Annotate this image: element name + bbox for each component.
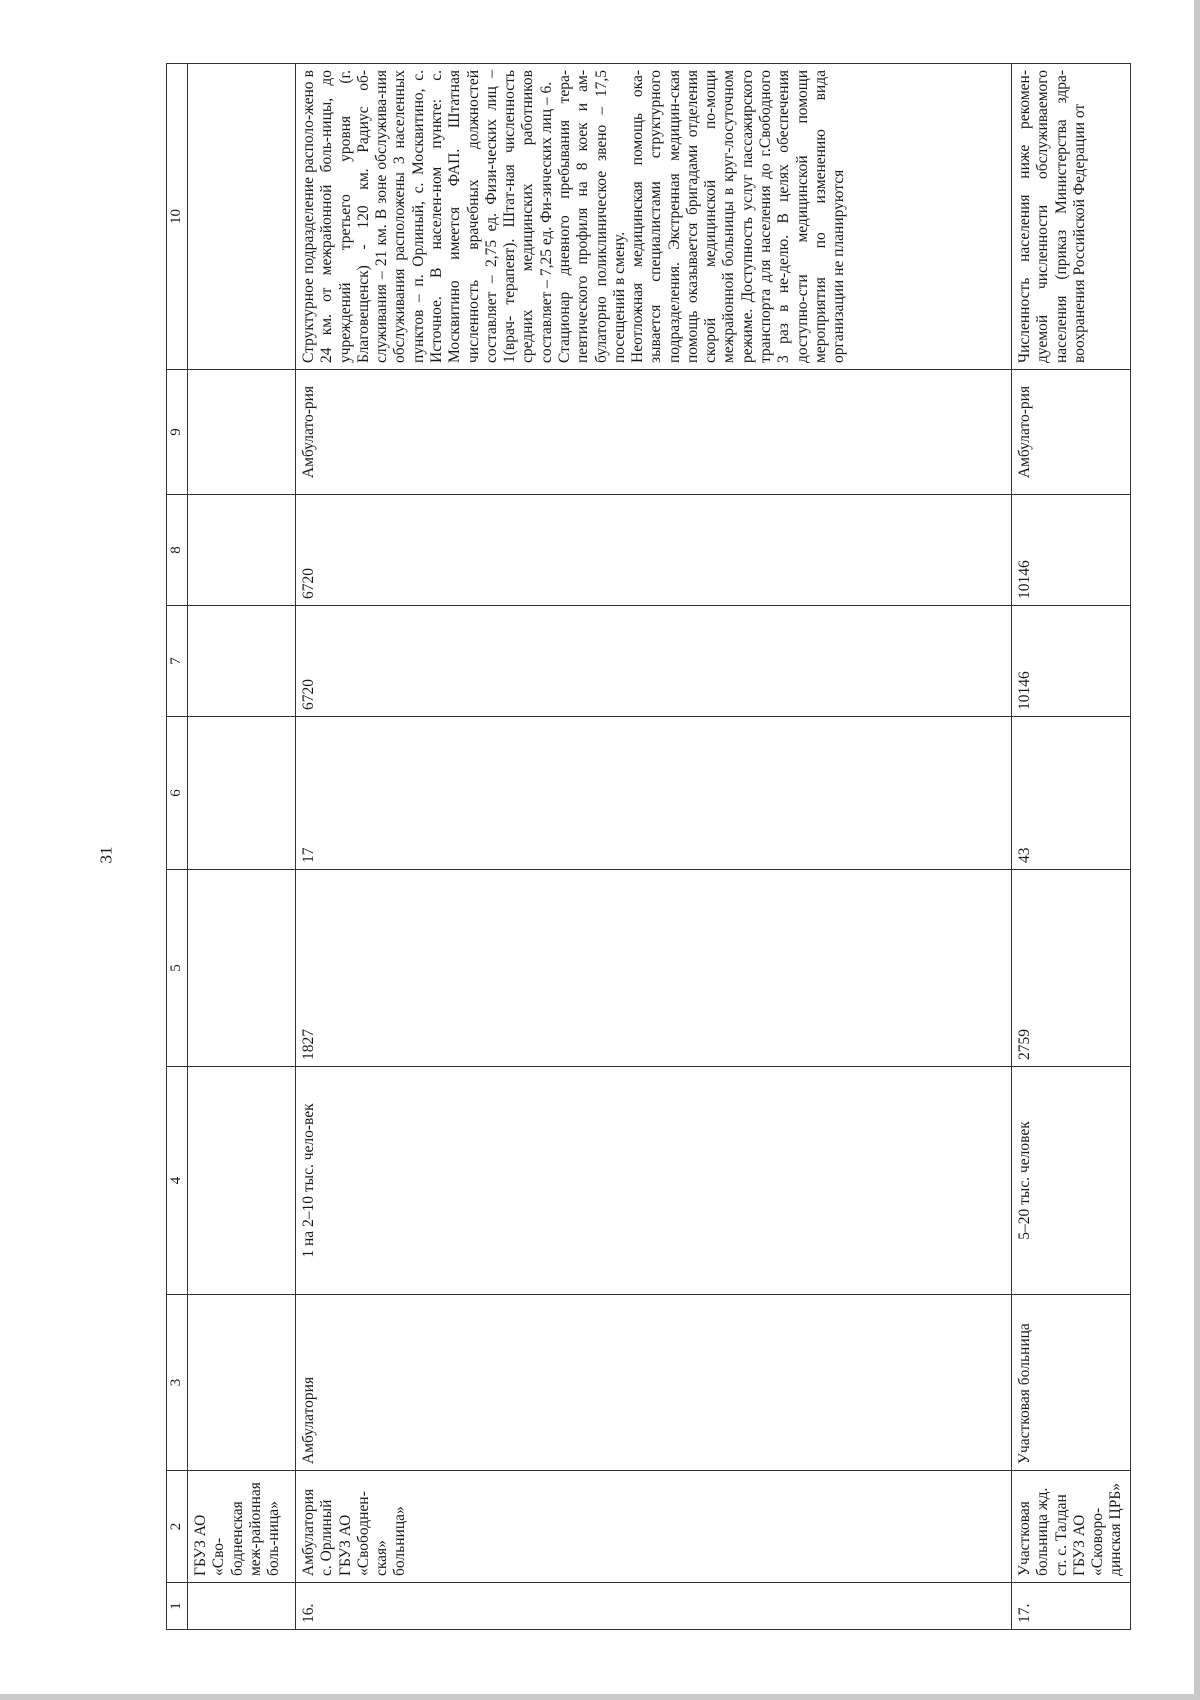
- population-norm-cell: 1 на 2–10 тыс. чело-век: [296, 1067, 1012, 1295]
- scan-edge-bottom: [0, 1694, 1200, 1700]
- organization-name-cell: ГБУЗ АО «Сво-бодненская меж-районная боль-ница»: [188, 1471, 296, 1583]
- table-cell: 10146: [1012, 606, 1131, 717]
- scan-edge-right: [1194, 0, 1200, 1700]
- justification-paragraph: Неотложная медицинская помощь ока-зывается специалистами структурного подразделения. Экстренная медицин-ская помощь оказывается бригадами отделения скорой медицинской по-мощи межрайонной больницы в круг-лосуточном режиме. Доступность услуг пассажирского транспорта для населения до г.Свободного 3 раз в не-делю. В целях обеспечения доступно-сти медицинской помощи мероприятия по изменению вида организации не планируются: [629, 70, 848, 363]
- organization-name-cell: Амбулатория с. Орлиный ГБУЗ АО «Свободнен-ская» больница»: [296, 1471, 1012, 1583]
- header-cell: 3: [167, 1295, 188, 1471]
- table-cell: 6720: [296, 606, 1012, 717]
- table-cell: [188, 1067, 296, 1295]
- table-cell: 6720: [296, 495, 1012, 606]
- facility-type-cell: Участковая больница: [1012, 1295, 1131, 1471]
- header-cell: 4: [167, 1067, 188, 1295]
- row-number-cell: 16.: [296, 1583, 1012, 1630]
- justification-cell: [296, 64, 1012, 370]
- recommended-type-cell: Амбулато-рия: [296, 370, 1012, 495]
- header-cell: 9: [167, 370, 188, 495]
- table-cell: [188, 870, 296, 1067]
- page-number: 31: [96, 846, 116, 864]
- table-cell: [188, 1295, 296, 1471]
- justification-paragraph: Структурное подразделение располо-жено в 24 км. от межрайонной боль-ницы, до учреждений третьего уровня (г. Благовещенск) - 120 км. Радиус об-служивания – 21 км. В зоне обслужива-ния обслуживания расположены 3 населенных пунктов – п. Орлиный, с. Москвитино, с. Источное. В населен-ном пункте: с. Москвитино имеется ФАП. Штатная численность врачебных должностей составляет – 2,75 ед. Физи-ческих лиц – 1(врач- терапевт). Штат-ная численность средних медицинских работников составляет – 7,25 ед. Фи-зических лиц – 6.: [300, 70, 555, 363]
- header-cell: 6: [167, 717, 188, 870]
- row-number-cell: [188, 1583, 296, 1630]
- table-cell: 10146: [1012, 495, 1131, 606]
- table-row: [188, 64, 296, 1630]
- table-cell: [188, 717, 296, 870]
- table-cell: 1827: [296, 870, 1012, 1067]
- table-cell: 17: [296, 717, 1012, 870]
- organization-name-cell: Участковая больница жд. ст. с. Талдан ГБУЗ АО «Сковоро-динская ЦРБ»: [1012, 1471, 1131, 1583]
- table-cell: [188, 495, 296, 606]
- table-cell: [188, 606, 296, 717]
- data-table: [166, 63, 1131, 1630]
- justification-cell: Численность населения ниже рекомен-дуемой численности обслуживаемого населения (приказ Министерства здра-воохранения Российской Федерации от: [1012, 64, 1131, 370]
- table-cell: 2759: [1012, 870, 1131, 1067]
- table-cell: 43: [1012, 717, 1131, 870]
- header-cell: 10: [167, 64, 188, 370]
- header-cell: 8: [167, 495, 188, 606]
- table-row: [296, 64, 1012, 1630]
- header-cell: 2: [167, 1471, 188, 1583]
- facility-type-cell: Амбулатория: [296, 1295, 1012, 1471]
- header-cell: 5: [167, 870, 188, 1067]
- rotated-table-container: [166, 64, 1125, 1630]
- header-cell: 1: [167, 1583, 188, 1630]
- table-cell: [188, 64, 296, 370]
- header-cell: 7: [167, 606, 188, 717]
- table-row: [1012, 64, 1131, 1630]
- recommended-type-cell: Амбулато-рия: [1012, 370, 1131, 495]
- row-number-cell: 17.: [1012, 1583, 1131, 1630]
- table-cell: [188, 370, 296, 495]
- population-norm-cell: 5–20 тыс. человек: [1012, 1067, 1131, 1295]
- justification-paragraph: Стационар дневного пребывания тера-певтического профиля на 8 коек и ам-булаторно поликлиническое звено – 17,5 посещений в смену.: [555, 70, 628, 363]
- header-row: [167, 64, 188, 1630]
